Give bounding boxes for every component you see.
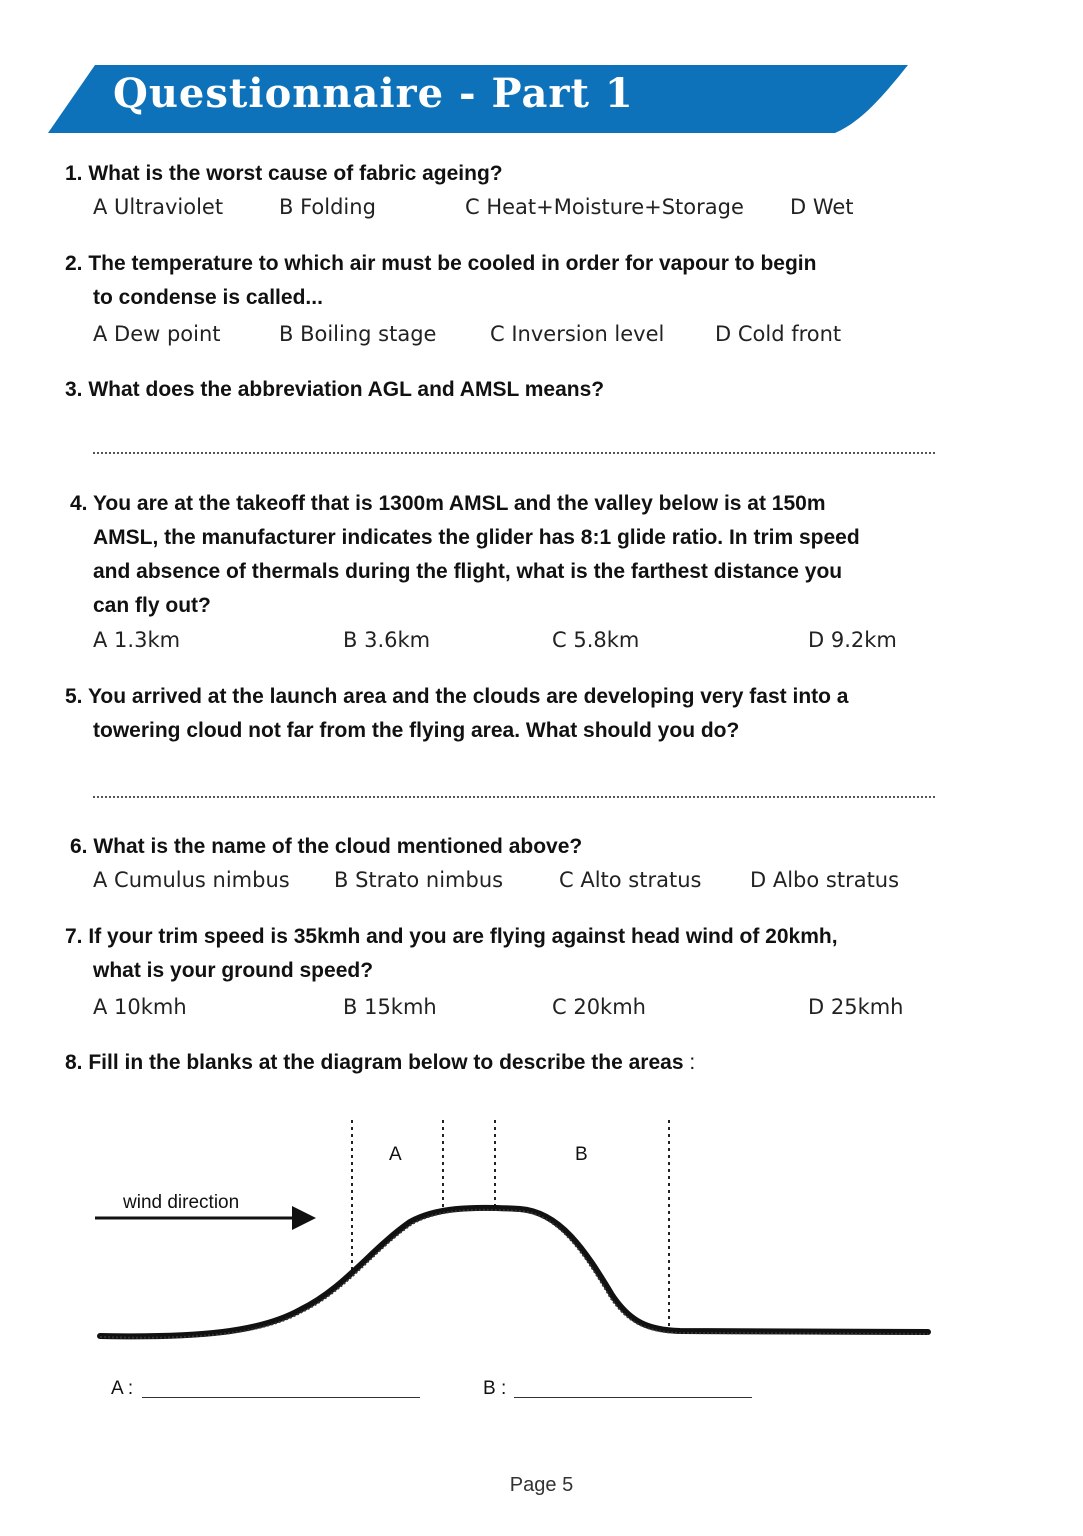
question-text: You arrived at the launch area and the clouds are developing very fast into a <box>87 685 849 708</box>
option-7c[interactable]: C 20kmh <box>552 995 646 1019</box>
option-6b[interactable]: B Strato nimbus <box>334 868 504 892</box>
area-b-label: B <box>575 1144 588 1165</box>
option-1d[interactable]: D Wet <box>790 195 854 219</box>
hill-diagram-svg <box>0 1100 1083 1430</box>
question-text: The temperature to which air must be cooled in order for vapour to begin <box>88 252 817 275</box>
option-2c[interactable]: C Inversion level <box>490 322 665 346</box>
option-4d[interactable]: D 9.2km <box>808 628 897 652</box>
option-4a[interactable]: A 1.3km <box>93 628 181 652</box>
page-title: Questionnaire - Part 1 <box>113 70 634 117</box>
question-text: towering cloud not far from the flying area. What should you do? <box>93 719 740 742</box>
option-1b[interactable]: B Folding <box>279 195 376 219</box>
option-7a[interactable]: A 10kmh <box>93 995 187 1019</box>
page-number: Page 5 <box>509 1474 574 1496</box>
hill-profile-texture <box>100 1210 928 1338</box>
option-6c[interactable]: C Alto stratus <box>559 868 702 892</box>
area-a-label: A <box>389 1144 402 1165</box>
question-number: 2. <box>65 252 83 275</box>
question-text: What does the abbreviation AGL and AMSL means? <box>88 378 605 401</box>
question-number: 7. <box>65 925 83 948</box>
question-7 <box>65 920 838 988</box>
option-1c[interactable]: C Heat+Moisture+Storage <box>465 195 744 219</box>
question-3 <box>65 373 604 407</box>
question-text: What is the worst cause of fabric ageing? <box>88 162 503 185</box>
question-number: 4. <box>70 492 88 515</box>
question-text: Fill in the blanks at the diagram below to describe the areas <box>88 1051 684 1074</box>
option-4b[interactable]: B 3.6km <box>343 628 431 652</box>
blank-b-label: B : <box>483 1378 507 1399</box>
option-2b[interactable]: B Boiling stage <box>279 322 437 346</box>
option-6a[interactable]: A Cumulus nimbus <box>93 868 290 892</box>
answer-line-3[interactable] <box>93 452 935 454</box>
question-suffix: : <box>683 1051 696 1074</box>
question-8 <box>65 1046 695 1080</box>
blank-b-input[interactable] <box>514 1397 752 1398</box>
question-number: 6. <box>70 835 88 858</box>
option-1a[interactable]: A Ultraviolet <box>93 195 224 219</box>
option-7d[interactable]: D 25kmh <box>808 995 904 1019</box>
blank-a-input[interactable] <box>142 1397 420 1398</box>
blank-a-label: A : <box>111 1378 134 1399</box>
question-number: 1. <box>65 162 83 185</box>
hill-diagram <box>0 1100 1083 1430</box>
question-number: 5. <box>65 685 83 708</box>
option-4c[interactable]: C 5.8km <box>552 628 640 652</box>
option-2d[interactable]: D Cold front <box>715 322 842 346</box>
question-text: You are at the takeoff that is 1300m AMSL and the valley below is at 150m <box>92 492 826 515</box>
question-text: what is your ground speed? <box>93 959 374 982</box>
question-text: What is the name of the cloud mentioned above? <box>93 835 583 858</box>
question-text: If your trim speed is 35kmh and you are flying against head wind of 20kmh, <box>88 925 838 948</box>
hill-profile <box>100 1208 928 1337</box>
question-text: to condense is called... <box>93 286 323 309</box>
option-6d[interactable]: D Albo stratus <box>750 868 900 892</box>
question-number: 8. <box>65 1051 83 1074</box>
wind-arrow-icon <box>292 1206 316 1230</box>
question-text: can fly out? <box>93 594 211 617</box>
header-banner <box>0 0 1083 150</box>
answer-line-5[interactable] <box>93 796 935 798</box>
question-2 <box>65 247 816 315</box>
question-4 <box>70 487 860 623</box>
question-text: AMSL, the manufacturer indicates the glider has 8:1 glide ratio. In trim speed <box>93 526 860 549</box>
question-1 <box>65 157 503 191</box>
option-7b[interactable]: B 15kmh <box>343 995 437 1019</box>
question-number: 3. <box>65 378 83 401</box>
wind-direction-label: wind direction <box>123 1192 240 1213</box>
option-2a[interactable]: A Dew point <box>93 322 221 346</box>
question-5 <box>65 680 848 748</box>
question-6 <box>70 830 582 864</box>
question-text: and absence of thermals during the flight, what is the farthest distance you <box>93 560 843 583</box>
